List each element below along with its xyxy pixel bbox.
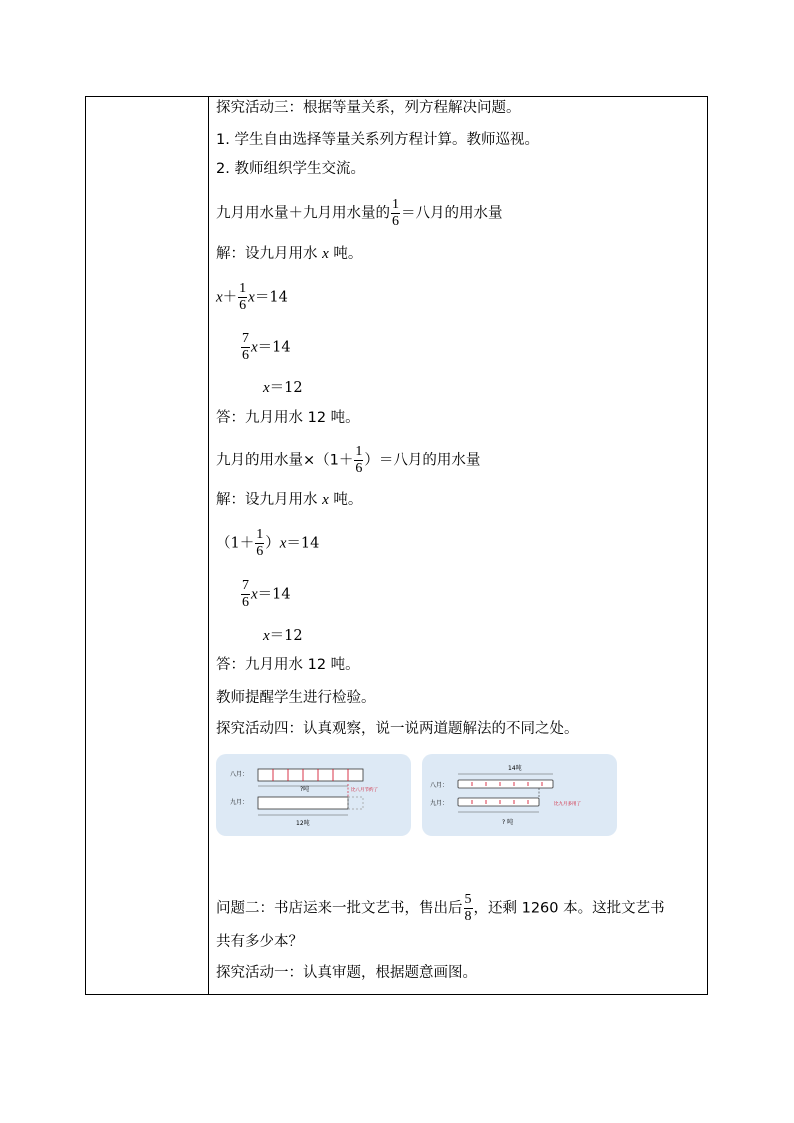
- method1-relation: 九月用水量＋九月用水量的 $\frac{1}{6}$ ＝八月的用水量: [216, 197, 503, 229]
- column-divider: [208, 97, 209, 994]
- aug-bar: [258, 769, 363, 781]
- diagram2-known-label: 14吨: [508, 765, 522, 772]
- diagram1-unknown-label: ?吨: [300, 786, 310, 793]
- method2-equation-2: $\frac{7}{6}$ x＝14: [242, 578, 291, 610]
- diagram-method-2: [422, 754, 617, 836]
- activity3-title: 探究活动三：根据等量关系，列方程解决问题。: [216, 100, 521, 116]
- diagram2-note: 比九月多用了: [554, 802, 581, 807]
- method2-relation: 九月的用水量×（1＋ $\frac{1}{6}$ ）＝八月的用水量: [216, 444, 481, 476]
- diagram2-aug-label: 八月：: [430, 782, 449, 789]
- diagram1-note: 比八月节约了: [351, 788, 378, 793]
- method2-answer: 答：九月用水 12 吨。: [216, 657, 360, 673]
- activity3-step2: 2. 教师组织学生交流。: [216, 161, 365, 177]
- activity3-step1: 1. 学生自由选择等量关系列方程计算。教师巡视。: [216, 132, 539, 148]
- method1-equation-3: x＝12: [263, 380, 303, 396]
- method1-setup: 解：设九月用水 x 吨。: [216, 246, 363, 262]
- sep-bar: [258, 797, 348, 809]
- lesson-table: [85, 96, 708, 995]
- method1-equation-1: x＋ $\frac{1}{6}$ x＝14: [216, 281, 288, 313]
- diagram-1-svg: [216, 754, 411, 836]
- diagram-method-1: [216, 754, 411, 836]
- activity4-title: 探究活动四：认真观察，说一说两道题解法的不同之处。: [216, 721, 579, 737]
- method2-setup: 解：设九月用水 x 吨。: [216, 492, 363, 508]
- diagram2-sep-label: 九月：: [430, 800, 449, 807]
- problem2-text: 问题二：书店运来一批文艺书，售出后 $\frac{5}{8}$ ，还剩 1260 本。这批文艺书: [216, 892, 665, 924]
- problem2-question: 共有多少本？: [216, 934, 303, 950]
- sep-gap: [348, 797, 363, 809]
- sep-bar-2: [458, 798, 539, 806]
- method2-equation-3: x＝12: [263, 628, 303, 644]
- diagram1-known-label: 12吨: [296, 820, 310, 827]
- diagram1-sep-label: 九月：: [230, 799, 249, 806]
- diagram-2-svg: [422, 754, 617, 836]
- diagram2-unknown-label: ? 吨: [502, 819, 514, 826]
- diagram1-aug-label: 八月：: [230, 771, 249, 778]
- fraction: $\frac{1}{6}$: [392, 197, 399, 229]
- method1-equation-2: $\frac{7}{6}$ x＝14: [242, 331, 291, 363]
- reminder-text: 教师提醒学生进行检验。: [216, 690, 376, 706]
- method2-equation-1: （1＋ $\frac{1}{6}$ ）x＝14: [216, 527, 320, 559]
- method1-answer: 答：九月用水 12 吨。: [216, 410, 360, 426]
- activity1-title: 探究活动一：认真审题，根据题意画图。: [216, 965, 477, 981]
